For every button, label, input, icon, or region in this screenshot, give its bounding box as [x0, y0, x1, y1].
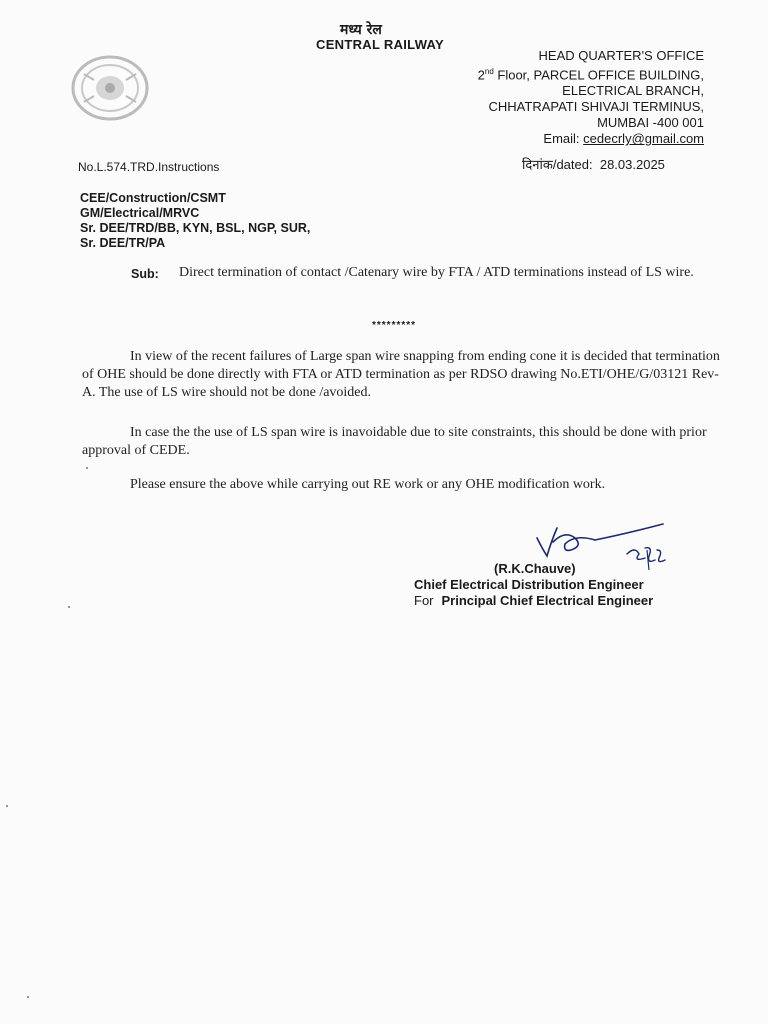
- org-title: CENTRAL RAILWAY: [316, 37, 445, 52]
- address-city: MUMBAI -400 001: [597, 115, 704, 131]
- hindi-org-title: मध्य रेल: [340, 22, 382, 38]
- recipient-item: CEE/Construction/CSMT: [80, 191, 226, 205]
- recipient-item: Sr. DEE/TRD/BB, KYN, BSL, NGP, SUR,: [80, 221, 311, 235]
- email-link[interactable]: cedecrly@gmail.com: [583, 131, 704, 147]
- signatory-name: (R.K.Chauve): [494, 561, 576, 576]
- signatory-designation: Chief Electrical Distribution Engineer: [414, 577, 644, 592]
- scan-speck: [86, 467, 88, 469]
- recipient-item: Sr. DEE/TR/PA: [80, 236, 166, 250]
- railway-emblem-logo: [70, 54, 150, 122]
- office-address: [478, 48, 704, 147]
- date-value: 28.03.2025: [599, 157, 665, 172]
- body-paragraph-3: Please ensure the above while carrying out RE work or any OHE modification work.: [130, 477, 606, 492]
- recipient-item: GM/Electrical/MRVC: [80, 206, 200, 220]
- address-office: HEAD QUARTER'S OFFICE: [538, 48, 704, 63]
- recipient-list: [80, 191, 310, 251]
- subject-text: Direct termination of contact /Catenary wire by FTA / ATD terminations instead of LS wire.: [179, 265, 694, 280]
- body-paragraph-2: In case the the use of LS span wire is inavoidable due to site constraints, this should be done with prior approval of CEDE.: [82, 425, 707, 458]
- address-branch: ELECTRICAL BRANCH,: [562, 83, 704, 99]
- scan-speck: [27, 996, 29, 998]
- letter-date: दिनांक/dated: 28.03.2025: [522, 157, 665, 173]
- body-paragraph-1: In view of the recent failures of Large span wire snapping from ending cone it is decided that termination of OHE should be done directly with FTA or ATD termination as per RDSO drawing No.ETI/OHE/G/03121 Rev- A. The use of LS wire should not be done /avoided.: [82, 349, 720, 400]
- separator-stars: *********: [372, 320, 417, 331]
- scan-speck: [6, 805, 8, 807]
- subject-label: Sub:: [131, 267, 159, 281]
- address-floor: 2nd Floor, PARCEL OFFICE BUILDING,: [477, 67, 704, 83]
- scan-speck: [68, 606, 70, 608]
- address-email: Email: cedecrly@gmail.com: [543, 131, 704, 147]
- signatory-block: [414, 561, 653, 609]
- reference-number: No.L.574.TRD.Instructions: [78, 160, 220, 174]
- signatory-for-line: For Principal Chief Electrical Engineer: [414, 593, 654, 608]
- address-terminus: CHHATRAPATI SHIVAJI TERMINUS,: [488, 99, 704, 115]
